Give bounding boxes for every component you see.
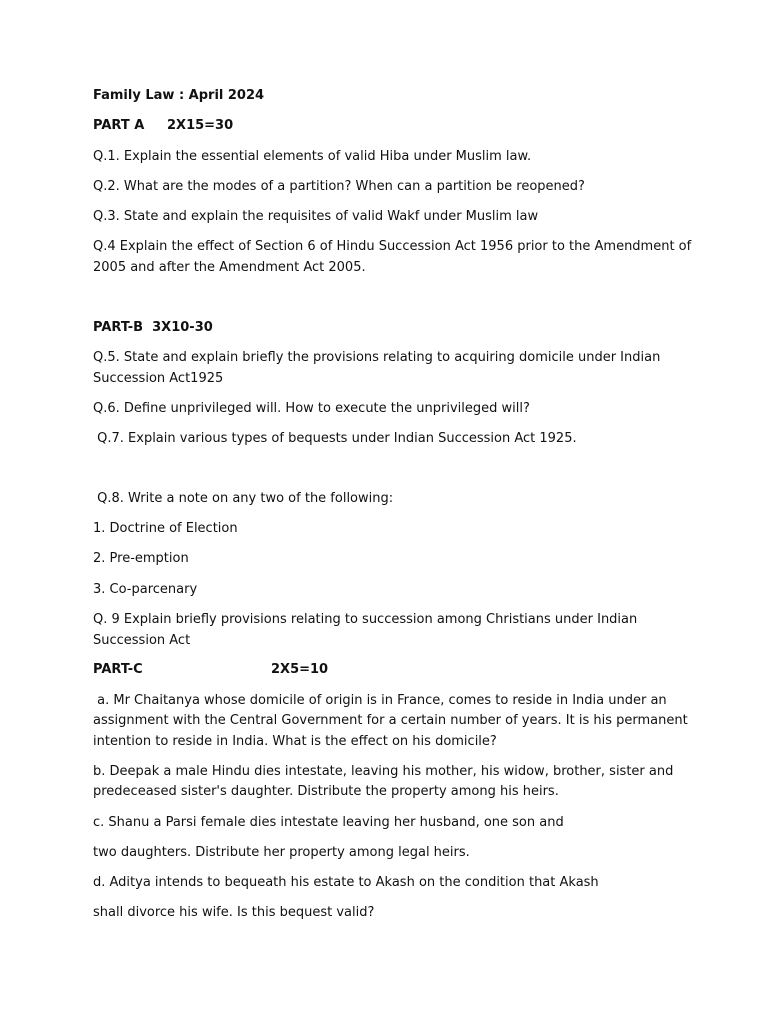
question-c-line-1: c. Shanu a Parsi female dies intestate leaving her husband, one son and: [93, 815, 564, 830]
question-8-option-3: 3. Co-parcenary: [93, 582, 198, 597]
question-8-option-1: 1. Doctrine of Election: [93, 521, 238, 536]
question-a-line-2: assignment with the Central Government for a certain number of years. It is his permanent: [93, 713, 688, 728]
question-c-line-2: two daughters. Distribute her property among legal heirs.: [93, 845, 470, 860]
question-4-line-1: Q.4 Explain the effect of Section 6 of Hindu Succession Act 1956 prior to the Amendment of: [93, 239, 692, 254]
question-1: Q.1. Explain the essential elements of valid Hiba under Muslim law.: [93, 149, 532, 164]
part-c-heading: PART-C: [93, 662, 143, 677]
question-8: Q.8. Write a note on any two of the following:: [93, 491, 394, 506]
question-9-line-2: Succession Act: [93, 633, 191, 648]
question-6: Q.6. Define unprivileged will. How to execute the unprivileged will?: [93, 401, 530, 416]
question-5-line-1: Q.5. State and explain briefly the provisions relating to acquiring domicile under Indian: [93, 350, 661, 365]
page-title: Family Law : April 2024: [93, 88, 265, 103]
part-b-heading: PART-B 3X10-30: [93, 320, 213, 335]
question-d-line-1: d. Aditya intends to bequeath his estate to Akash on the condition that Akash: [93, 875, 599, 890]
part-a-heading: PART A: [93, 118, 145, 133]
part-a-marks: 2X15=30: [167, 118, 234, 133]
question-a-line-3: intention to reside in India. What is the effect on his domicile?: [93, 734, 497, 749]
question-4-line-2: 2005 and after the Amendment Act 2005.: [93, 260, 366, 275]
question-3: Q.3. State and explain the requisites of valid Wakf under Muslim law: [93, 209, 539, 224]
question-8-option-2: 2. Pre-emption: [93, 551, 189, 566]
question-b-line-1: b. Deepak a male Hindu dies intestate, leaving his mother, his widow, brother, sister and: [93, 764, 674, 779]
question-5-line-2: Succession Act1925: [93, 371, 224, 386]
question-d-line-2: shall divorce his wife. Is this bequest valid?: [93, 905, 375, 920]
question-b-line-2: predeceased sister's daughter. Distribute the property among his heirs.: [93, 784, 559, 799]
question-a-line-1: a. Mr Chaitanya whose domicile of origin is in France, comes to reside in India under an: [93, 693, 667, 708]
question-7: Q.7. Explain various types of bequests under Indian Succession Act 1925.: [93, 431, 577, 446]
part-c-marks: 2X5=10: [271, 662, 329, 677]
question-2: Q.2. What are the modes of a partition? When can a partition be reopened?: [93, 179, 585, 194]
question-9-line-1: Q. 9 Explain briefly provisions relating to succession among Christians under Indian: [93, 612, 638, 627]
